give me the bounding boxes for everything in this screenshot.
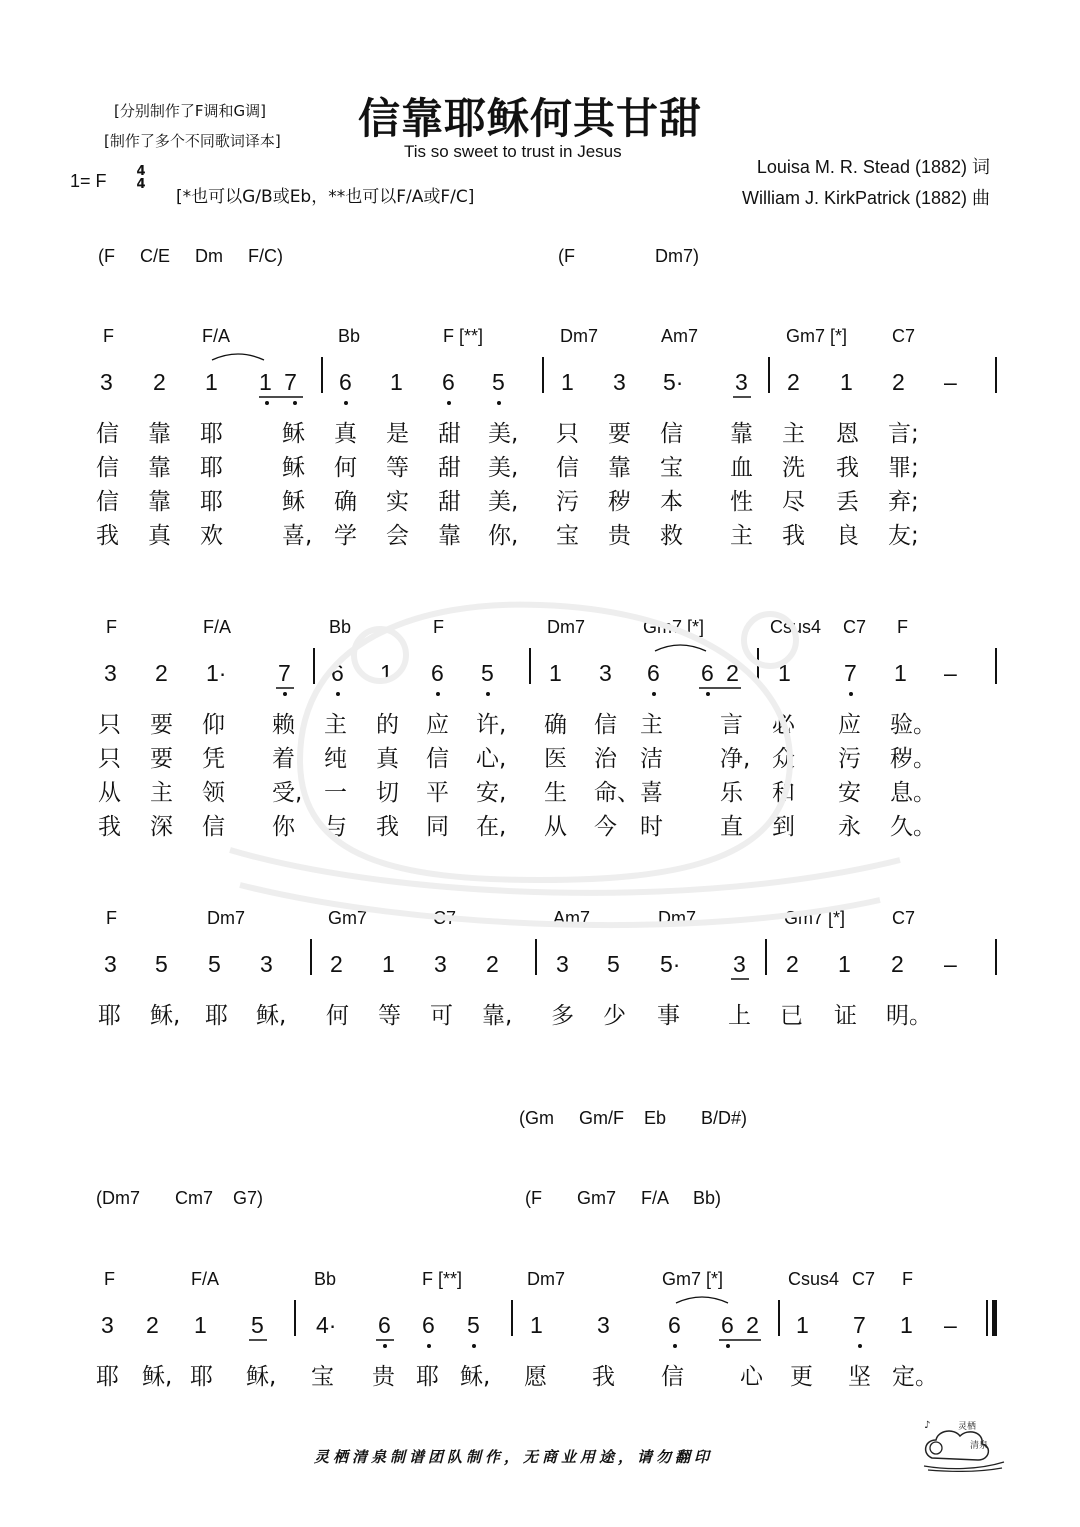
lyric-syllable: 宝	[556, 523, 579, 549]
note: 1	[838, 951, 851, 977]
note: 2	[486, 951, 499, 977]
lyric-syllable: 从	[98, 780, 121, 806]
chord: C7	[892, 908, 916, 928]
note: –	[944, 951, 957, 977]
lyric-syllable: 是	[386, 421, 409, 447]
lyric-syllable: 的	[376, 712, 399, 738]
chord: F	[106, 908, 117, 928]
lyric-syllable: 甜	[438, 421, 461, 447]
note: 3	[597, 1312, 610, 1338]
lyric-syllable: 仰	[202, 712, 225, 738]
lyric-syllable: 在,	[476, 814, 507, 840]
chord: F/A	[202, 326, 231, 346]
lyric-syllable: 耶	[98, 1003, 121, 1029]
lyricist-credit: Louisa M. R. Stead (1882) 词	[756, 157, 990, 177]
note: 1	[900, 1312, 913, 1338]
key-signature: 1= F	[70, 171, 107, 191]
note: 4·	[316, 1312, 337, 1338]
lyric-syllable: 你,	[488, 523, 519, 549]
lyric-syllable: 稣,	[150, 1003, 181, 1029]
lyric-syllable: 确	[334, 489, 357, 515]
lyric-syllable: 靠	[438, 523, 461, 549]
note: 2	[892, 369, 905, 395]
note: 3	[613, 369, 626, 395]
chord: Bb	[338, 326, 361, 346]
note: 2	[146, 1312, 159, 1338]
lyric-syllable: 着	[272, 746, 295, 772]
logo-image	[918, 1414, 1008, 1472]
lyric-syllable: 真	[376, 746, 399, 772]
chord: C7	[892, 326, 916, 346]
lyric-syllable: 主	[730, 523, 753, 549]
note: 7	[853, 1312, 866, 1338]
lyric-syllable: 已	[780, 1003, 803, 1029]
lyric-syllable: 凭	[202, 746, 225, 772]
note: 1	[194, 1312, 207, 1338]
chord: F/A	[203, 617, 232, 637]
lyric-syllable: 稣,	[246, 1364, 277, 1390]
lyric-syllable: 息。	[890, 780, 936, 806]
chord: Csus4	[788, 1269, 840, 1289]
lyric-syllable: 只	[98, 746, 121, 772]
lyric-syllable: 实	[386, 489, 409, 515]
lyric-syllable: 要	[608, 421, 631, 447]
time-numerator: 4	[136, 164, 146, 179]
note: 6 2	[701, 660, 742, 686]
note: 3	[101, 1312, 114, 1338]
note: –	[944, 1312, 957, 1338]
lyric-syllable: 洗	[782, 455, 805, 481]
lyric-syllable: 罪;	[888, 455, 919, 481]
lyric-syllable: 心,	[476, 746, 507, 772]
lyric-syllable: 众	[772, 746, 795, 772]
chord: Gm7 [*]	[662, 1269, 724, 1289]
lyric-syllable: 弃;	[888, 489, 919, 515]
note: 1	[382, 951, 395, 977]
note: 1	[530, 1312, 543, 1338]
lyric-syllable: 定。	[892, 1364, 938, 1390]
note-keys: [分别制作了F调和G调]	[114, 102, 266, 120]
lyric-syllable: 医	[544, 746, 567, 772]
note: 1	[561, 369, 574, 395]
lyric-syllable: 耶	[200, 421, 223, 447]
chord: Bb	[314, 1269, 337, 1289]
note: 1	[894, 660, 907, 686]
lyric-syllable: 稣	[282, 421, 305, 447]
lyric-syllable: 救	[660, 523, 683, 549]
lyric-syllable: 我	[98, 814, 121, 840]
lyric-syllable: 永	[838, 814, 861, 840]
note: 3	[104, 951, 117, 977]
note: 5	[481, 660, 494, 686]
chord: F	[902, 1269, 913, 1289]
lyric-syllable: 愿	[524, 1364, 547, 1390]
lyric-syllable: 耶	[190, 1364, 213, 1390]
lyric-syllable: 可	[430, 1003, 453, 1029]
chord: F	[103, 326, 114, 346]
note: 1 7	[259, 369, 300, 395]
lyric-syllable: 靠	[148, 421, 171, 447]
footer-credit: 灵栖清泉制谱团队制作，无商业用途，请勿翻印	[314, 1448, 714, 1466]
lyric-syllable: 赖	[272, 712, 295, 738]
chord: F [**]	[443, 326, 484, 346]
lyric-syllable: 主	[324, 712, 347, 738]
chord: Am7	[553, 908, 591, 928]
note: 6	[647, 660, 660, 686]
lyric-syllable: 你	[272, 814, 295, 840]
lyric-syllable: 宝	[660, 455, 683, 481]
intro-chords-a: (F C/E Dm F/C)	[98, 246, 283, 266]
note: 5·	[663, 369, 684, 395]
lyric-syllable: 平	[426, 780, 449, 806]
alt-chord-note: [*也可以G/B或Eb，**也可以F/A或F/C]	[176, 187, 475, 207]
lyric-syllable: 久。	[890, 814, 936, 840]
lyric-syllable: 污	[556, 489, 579, 515]
note: 3	[104, 660, 117, 686]
note: 7	[278, 660, 291, 686]
song-subtitle: Tis so sweet to trust in Jesus	[404, 142, 622, 161]
note: 3	[434, 951, 447, 977]
lyric-syllable: 何	[334, 455, 357, 481]
lyric-syllable: 欢	[200, 523, 223, 549]
lyric-syllable: 一	[324, 780, 347, 806]
composer-credit: William J. KirkPatrick (1882) 曲	[741, 188, 990, 208]
lyric-syllable: 我	[592, 1364, 615, 1390]
svg-text:灵栖: 灵栖	[958, 1422, 977, 1432]
note: 5	[208, 951, 221, 977]
lyric-syllable: 应	[426, 712, 449, 738]
chord: F/A	[191, 1269, 220, 1289]
lyric-syllable: 安	[838, 780, 861, 806]
note: 6	[339, 369, 352, 395]
lyric-syllable: 生	[544, 780, 567, 806]
note: 2	[891, 951, 904, 977]
note: 2	[155, 660, 168, 686]
lyric-syllable: 应	[838, 712, 861, 738]
lyric-syllable: 宝	[311, 1364, 334, 1390]
lyric-syllable: 同	[426, 814, 449, 840]
lyric-syllable: 和	[772, 780, 795, 806]
lyric-syllable: 友;	[888, 523, 919, 549]
lyric-syllable: 靠	[148, 455, 171, 481]
note: 2	[330, 951, 343, 977]
chord: Bb	[329, 617, 352, 637]
lyric-syllable: 稣,	[142, 1364, 173, 1390]
lyric-syllable: 美,	[488, 455, 519, 481]
lyric-syllable: 坚	[848, 1364, 871, 1390]
lyric-syllable: 必	[772, 712, 795, 738]
lyric-syllable: 耶	[200, 455, 223, 481]
lyric-syllable: 主	[782, 421, 805, 447]
lyric-syllable: 心	[740, 1364, 763, 1390]
note: 6	[422, 1312, 435, 1338]
lyric-syllable: 信	[594, 712, 617, 738]
note-versions: [制作了多个不同歌词译本]	[104, 132, 281, 150]
chord: Dm7	[560, 326, 599, 346]
note: –	[944, 660, 957, 686]
lyric-syllable: 多	[551, 1003, 574, 1029]
lyric-syllable: 信	[96, 421, 119, 447]
chord: C7	[433, 908, 457, 928]
chord: Gm7 [*]	[784, 908, 846, 928]
lyric-syllable: 丢	[836, 489, 859, 515]
lyric-syllable: 稣	[282, 489, 305, 515]
lyric-syllable: 洁	[640, 746, 663, 772]
lyric-syllable: 耶	[200, 489, 223, 515]
note: 1	[380, 660, 393, 686]
lyric-syllable: 时	[640, 814, 663, 840]
lyric-syllable: 深	[150, 814, 173, 840]
lyric-syllable: 贵	[608, 523, 631, 549]
chord: Gm7	[328, 908, 368, 928]
lyric-syllable: 会	[386, 523, 409, 549]
lyric-syllable: 美,	[488, 489, 519, 515]
lyric-syllable: 要	[150, 746, 173, 772]
lyric-syllable: 到	[772, 814, 795, 840]
chord: F	[104, 1269, 115, 1289]
chord: Am7	[661, 326, 699, 346]
lyric-syllable: 稣,	[256, 1003, 287, 1029]
lyric-syllable: 主	[640, 712, 663, 738]
lyric-syllable: 学	[334, 523, 357, 549]
lyric-syllable: 喜,	[282, 523, 313, 549]
chord: Dm7	[527, 1269, 566, 1289]
lyric-syllable: 血	[730, 455, 753, 481]
chord: F	[433, 617, 444, 637]
chord: F [**]	[422, 1269, 463, 1289]
lyric-syllable: 我	[836, 455, 859, 481]
lyric-syllable: 甜	[438, 455, 461, 481]
lyric-syllable: 明。	[886, 1003, 932, 1029]
sheep-logo-icon	[918, 1414, 1008, 1472]
lyric-syllable: 言	[720, 712, 743, 738]
lyric-syllable: 污	[838, 746, 861, 772]
lyric-syllable: 直	[720, 814, 743, 840]
lyric-syllable: 耶	[96, 1364, 119, 1390]
interlude-chords-upper: (Gm Gm/F Eb B/D#)	[519, 1108, 748, 1128]
note: –	[944, 369, 957, 395]
lyric-syllable: 喜	[640, 780, 663, 806]
lyric-syllable: 信	[556, 455, 579, 481]
note: 3	[556, 951, 569, 977]
lyric-syllable: 尽	[782, 489, 805, 515]
lyric-syllable: 与	[324, 814, 347, 840]
lyric-syllable: 确	[544, 712, 567, 738]
lyric-syllable: 信	[96, 489, 119, 515]
lyric-syllable: 验。	[890, 712, 936, 738]
lyric-syllable: 信	[96, 455, 119, 481]
lyric-syllable: 许,	[476, 712, 507, 738]
lyric-syllable: 稣	[282, 455, 305, 481]
lyric-syllable: 信	[661, 1364, 684, 1390]
lyric-syllable: 乐	[720, 780, 743, 806]
lyric-syllable: 本	[660, 489, 683, 515]
lyric-syllable: 良	[836, 523, 859, 549]
note: 3	[599, 660, 612, 686]
lyric-syllable: 何	[326, 1003, 349, 1029]
chord: Gm7 [*]	[643, 617, 705, 637]
note: 3	[100, 369, 113, 395]
lyric-syllable: 稣,	[460, 1364, 491, 1390]
note: 1	[390, 369, 403, 395]
lyric-syllable: 只	[556, 421, 579, 447]
intro-chords-b: (F Dm7)	[558, 246, 700, 266]
lyric-syllable: 美,	[488, 421, 519, 447]
note: 3	[260, 951, 273, 977]
note: 1·	[206, 660, 227, 686]
lyric-syllable: 耶	[205, 1003, 228, 1029]
song-title: 信靠耶稣何其甘甜	[358, 94, 703, 143]
lyric-syllable: 信	[660, 421, 683, 447]
lyric-syllable: 等	[386, 455, 409, 481]
lyric-syllable: 秽。	[890, 746, 936, 772]
lyric-syllable: 净,	[720, 746, 751, 772]
lyric-syllable: 今	[594, 814, 617, 840]
chord: C7	[843, 617, 867, 637]
note: 6	[431, 660, 444, 686]
lyric-syllable: 受,	[272, 780, 303, 806]
note: 3	[735, 369, 748, 395]
note: 2	[786, 951, 799, 977]
interlude-chords-lower-b: (F Gm7 F/A Bb)	[525, 1188, 722, 1208]
chord: Dm7	[207, 908, 246, 928]
note: 6	[668, 1312, 681, 1338]
lyric-syllable: 证	[834, 1003, 857, 1029]
lyric-syllable: 靠	[148, 489, 171, 515]
note: 1	[796, 1312, 809, 1338]
note: 1	[778, 660, 791, 686]
lyric-syllable: 真	[148, 523, 171, 549]
note: 1	[549, 660, 562, 686]
note: 7	[844, 660, 857, 686]
lyric-syllable: 事	[657, 1003, 680, 1029]
lyric-syllable: 纯	[324, 746, 347, 772]
note: 2	[153, 369, 166, 395]
lyric-syllable: 要	[150, 712, 173, 738]
lyric-syllable: 信	[202, 814, 225, 840]
chord: Dm7	[547, 617, 586, 637]
note: 6	[378, 1312, 391, 1338]
svg-text:♪: ♪	[924, 1420, 931, 1431]
lyric-syllable: 贵	[372, 1364, 395, 1390]
lyric-syllable: 切	[376, 780, 399, 806]
lyric-syllable: 我	[96, 523, 119, 549]
note: 5	[492, 369, 505, 395]
lyric-syllable: 真	[334, 421, 357, 447]
chord: Gm7 [*]	[786, 326, 848, 346]
chord: F	[897, 617, 908, 637]
lyric-syllable: 从	[544, 814, 567, 840]
interlude-chords-lower-a: (Dm7 Cm7 G7)	[96, 1188, 264, 1208]
lyric-syllable: 我	[782, 523, 805, 549]
note: 6	[331, 660, 344, 686]
chord: Dm7	[658, 908, 697, 928]
watermark-logo	[230, 605, 900, 925]
note: 1	[840, 369, 853, 395]
chord: C7	[852, 1269, 876, 1289]
note: 2	[787, 369, 800, 395]
lyric-syllable: 恩	[836, 421, 859, 447]
lyric-syllable: 言;	[888, 421, 919, 447]
lyric-syllable: 命、	[594, 780, 640, 806]
note: 5	[251, 1312, 264, 1338]
note: 5	[467, 1312, 480, 1338]
lyric-syllable: 靠,	[482, 1003, 513, 1029]
note: 5·	[660, 951, 681, 977]
lyric-syllable: 安,	[476, 780, 507, 806]
lyric-syllable: 耶	[416, 1364, 439, 1390]
lyric-syllable: 靠	[608, 455, 631, 481]
svg-text:清泉: 清泉	[970, 1441, 989, 1451]
lyric-syllable: 更	[790, 1364, 813, 1390]
lyric-syllable: 上	[728, 1003, 751, 1029]
note: 3	[733, 951, 746, 977]
lyric-syllable: 甜	[438, 489, 461, 515]
note: 6	[442, 369, 455, 395]
lyric-syllable: 治	[594, 746, 617, 772]
lyric-syllable: 我	[376, 814, 399, 840]
note: 1	[205, 369, 218, 395]
lyric-syllable: 等	[378, 1003, 401, 1029]
chord: F	[106, 617, 117, 637]
lyric-syllable: 信	[426, 746, 449, 772]
lyric-syllable: 领	[202, 780, 225, 806]
note: 6 2	[721, 1312, 762, 1338]
chord: Csus4	[770, 617, 822, 637]
lyric-syllable: 秽	[608, 489, 631, 515]
lyric-syllable: 只	[98, 712, 121, 738]
lyric-syllable: 少	[603, 1003, 626, 1029]
note: 5	[607, 951, 620, 977]
note: 5	[155, 951, 168, 977]
time-denominator: 4	[136, 177, 146, 192]
lyric-syllable: 靠	[730, 421, 753, 447]
lyric-syllable: 性	[730, 489, 753, 515]
lyric-syllable: 主	[150, 780, 173, 806]
